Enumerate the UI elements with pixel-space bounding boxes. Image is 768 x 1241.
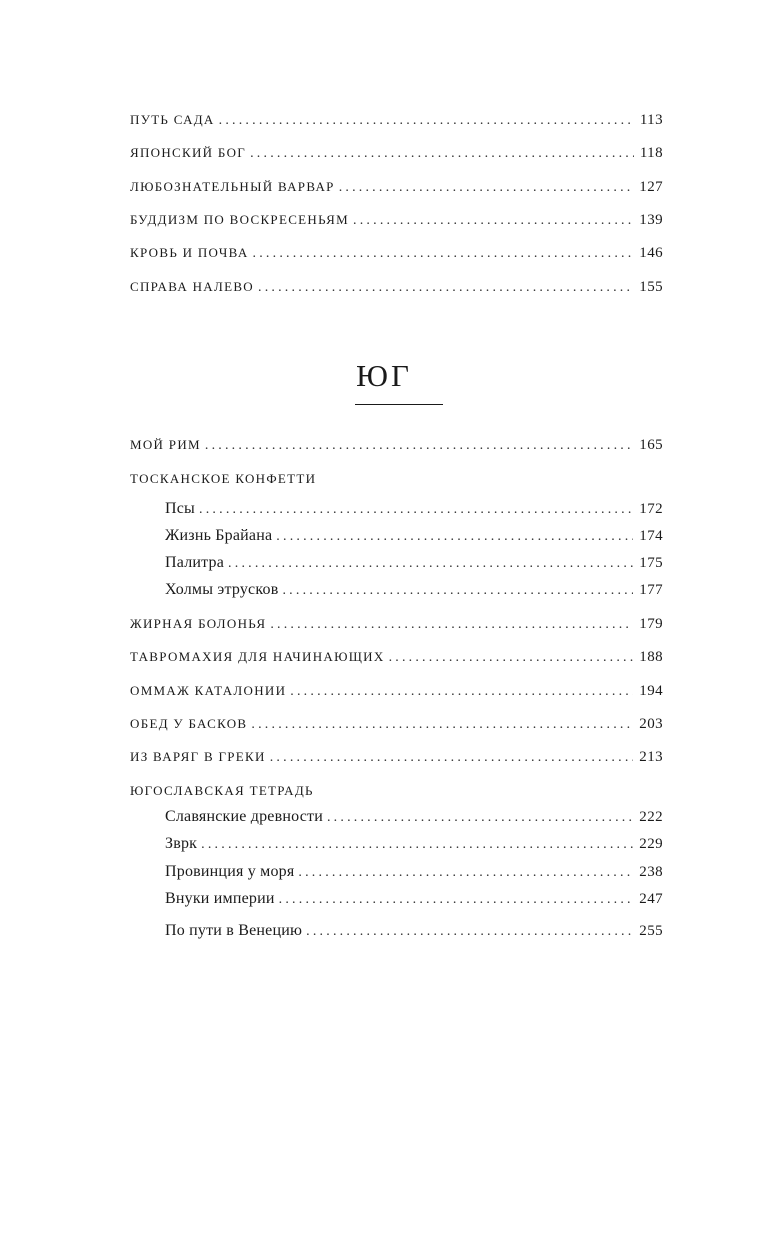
toc-entry — [130, 435, 663, 456]
toc-entry-page: 165 — [639, 437, 663, 453]
leader-dots — [282, 581, 633, 601]
toc-entry-title: ЖИРНАЯ БОЛОНЬЯ — [130, 616, 267, 631]
toc-subentry — [165, 921, 663, 942]
toc-entry-title: Жизнь Брайана — [165, 527, 273, 544]
toc-entry-title: Зврк — [165, 835, 198, 852]
toc-entry-page: 203 — [639, 716, 663, 732]
toc-entry-page: 175 — [639, 555, 663, 571]
toc-entry-title: КРОВЬ И ПОЧВА — [130, 245, 249, 260]
toc-group-heading — [130, 469, 663, 489]
toc-entry — [130, 243, 663, 264]
toc-entry — [130, 177, 663, 198]
leader-dots — [270, 615, 633, 635]
toc-entry-title: ИЗ ВАРЯГ В ГРЕКИ — [130, 749, 266, 764]
toc-subentry — [165, 862, 663, 883]
toc-entry-page: 255 — [639, 923, 663, 939]
toc-entry-page: 213 — [639, 749, 663, 765]
toc-entry-title: БУДДИЗМ ПО ВОСКРЕСЕНЬЯМ — [130, 212, 350, 227]
leader-dots — [199, 500, 633, 520]
toc-entry-page: 238 — [639, 864, 663, 880]
toc-entry-title: ТАВРОМАХИЯ ДЛЯ НАЧИНАЮЩИХ — [130, 649, 385, 664]
toc-entry-page: 146 — [639, 245, 663, 261]
toc-subentry — [165, 526, 663, 547]
toc-entry-page: 194 — [639, 683, 663, 699]
toc-entry-title: ЛЮБОЗНАТЕЛЬНЫЙ ВАРВАР — [130, 179, 335, 194]
toc-entry — [130, 210, 663, 231]
toc-entry-title: ЮГОСЛАВСКАЯ ТЕТРАДЬ — [130, 783, 314, 798]
toc-entry — [130, 714, 663, 735]
toc-entry — [130, 110, 663, 131]
toc-subentry — [165, 889, 663, 910]
leader-dots — [253, 244, 634, 264]
section-underline — [355, 404, 443, 405]
leader-dots — [228, 554, 633, 574]
toc-entry-page: 172 — [639, 501, 663, 517]
section-heading: ЮГ — [356, 358, 412, 393]
toc-subentry — [165, 807, 663, 828]
leader-dots — [290, 682, 633, 702]
toc-entry — [130, 747, 663, 768]
leader-dots — [339, 178, 634, 198]
toc-entry-title: Холмы этрусков — [165, 581, 279, 598]
toc-entry-title: ОММАЖ КАТАЛОНИИ — [130, 683, 287, 698]
toc-entry — [130, 143, 663, 164]
toc-entry-title: Провинция у моря — [165, 863, 295, 880]
toc-entry-page: 127 — [639, 179, 663, 195]
toc-entry-title: СПРАВА НАЛЕВО — [130, 279, 254, 294]
leader-dots — [258, 278, 633, 298]
toc-entry-page: 113 — [639, 112, 663, 128]
leader-dots — [276, 527, 633, 547]
toc-entry-title: Внуки империи — [165, 890, 275, 907]
leader-dots — [389, 648, 634, 668]
toc-entry-title: ОБЕД У БАСКОВ — [130, 716, 248, 731]
toc-entry — [130, 647, 663, 668]
leader-dots — [270, 748, 634, 768]
toc-entry-page: 177 — [639, 582, 663, 598]
toc-entry-title: Славянские древности — [165, 808, 323, 825]
toc-entry-page: 139 — [639, 212, 663, 228]
leader-dots — [219, 111, 634, 131]
leader-dots — [205, 436, 633, 456]
toc-entry-title: МОЙ РИМ — [130, 437, 201, 452]
toc-entry-page: 247 — [639, 891, 663, 907]
leader-dots — [251, 715, 633, 735]
toc-entry-page: 118 — [639, 145, 663, 161]
toc-entry-title: ТОСКАНСКОЕ КОНФЕТТИ — [130, 471, 317, 486]
toc-entry-title: Палитра — [165, 554, 225, 571]
leader-dots — [250, 144, 634, 164]
toc-entry — [130, 277, 663, 298]
toc-entry-page: 174 — [639, 528, 663, 544]
toc-entry-page: 179 — [639, 616, 663, 632]
toc-entry-page: 229 — [639, 836, 663, 852]
leader-dots — [327, 808, 633, 828]
leader-dots — [201, 835, 633, 855]
leader-dots — [306, 922, 633, 942]
leader-dots — [353, 211, 633, 231]
toc-group-heading — [130, 781, 663, 801]
toc-entry-page: 155 — [639, 279, 663, 295]
leader-dots — [279, 890, 634, 910]
toc-entry — [130, 681, 663, 702]
toc-subentry — [165, 834, 663, 855]
toc-entry-page: 222 — [639, 809, 663, 825]
leader-dots — [298, 863, 633, 883]
toc-entry-title: ЯПОНСКИЙ БОГ — [130, 145, 247, 160]
toc-subentry — [165, 499, 663, 520]
toc-subentry — [165, 553, 663, 574]
toc-entry-title: По пути в Венецию — [165, 922, 303, 939]
toc-entry-page: 188 — [639, 649, 663, 665]
toc-entry — [130, 614, 663, 635]
toc-entry-title: ПУТЬ САДА — [130, 112, 215, 127]
toc-entry-title: Псы — [165, 500, 196, 517]
toc-subentry — [165, 580, 663, 601]
